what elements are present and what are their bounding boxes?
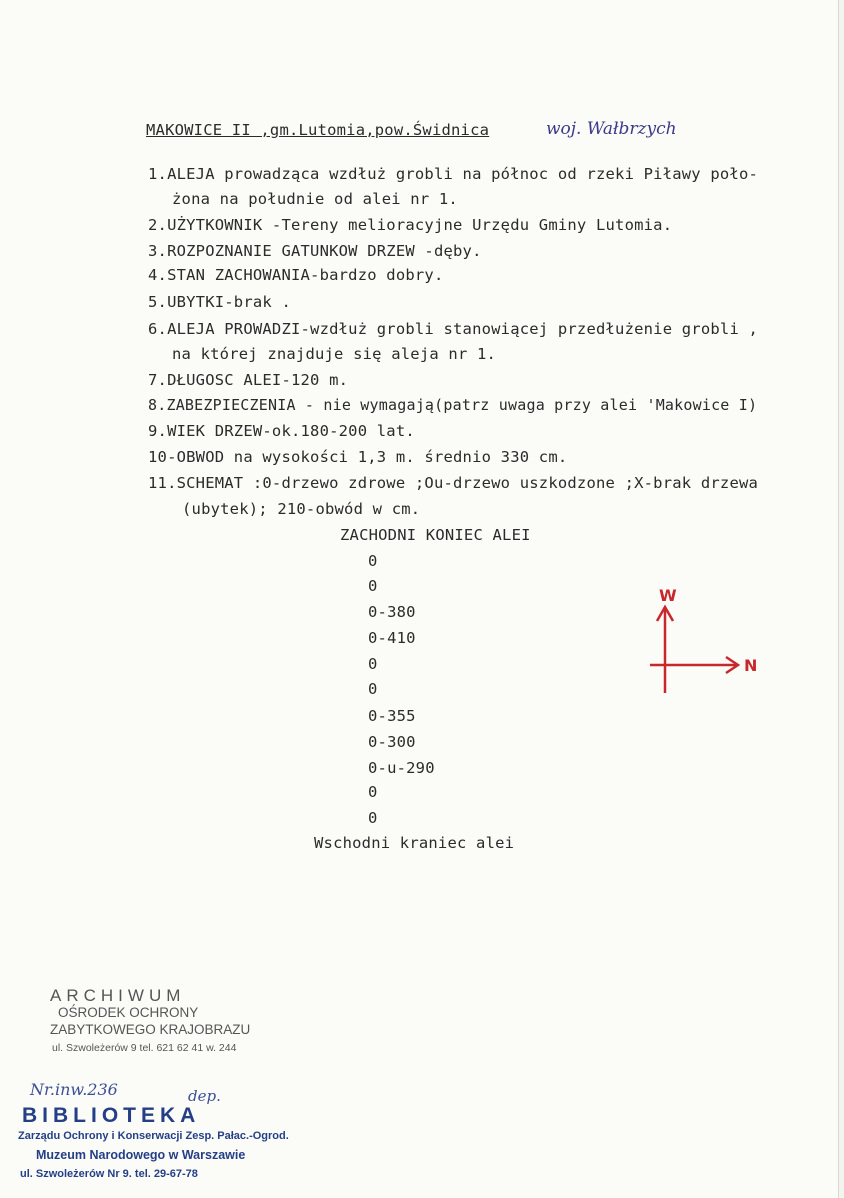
handwritten-inventory-number: Nr.inw.236: [30, 1080, 118, 1099]
list-item: 10-OBWOD na wysokości 1,3 m. średnio 330 cm.: [148, 448, 568, 466]
list-item: 9.WIEK DRZEW-ok.180-200 lat.: [148, 422, 415, 440]
library-stamp-line: Zarządu Ochrony i Konserwacji Zesp. Pałac.-Ogrod.: [18, 1130, 289, 1142]
list-item: 5.UBYTKI-brak .: [148, 293, 291, 311]
tree-entry: 0-355: [368, 707, 416, 725]
compass-north-label: N: [744, 656, 758, 675]
list-item: 8.ZABEZPIECZENIA - nie wymagają(patrz uwaga przy alei 'Makowice I): [148, 396, 758, 414]
handwritten-dep-note: dep.: [188, 1087, 221, 1105]
archive-stamp-title: ARCHIWUM: [50, 986, 186, 1005]
schema-top-label: ZACHODNI KONIEC ALEI: [340, 526, 531, 544]
archive-stamp-address: ul. Szwoleżerów 9 tel. 621 62 41 w. 244: [52, 1042, 237, 1054]
list-item: 6.ALEJA PROWADZI-wzdłuż grobli stanowiącej przedłużenie grobli ,: [148, 320, 759, 338]
library-stamp-title: BIBLIOTEKA: [22, 1104, 201, 1127]
library-stamp-line: Muzeum Narodowego w Warszawie: [36, 1148, 246, 1162]
tree-entry: 0-300: [368, 733, 416, 751]
archive-stamp-line: OŚRODEK OCHRONY: [58, 1005, 199, 1020]
list-item: na której znajduje się aleja nr 1.: [172, 345, 497, 363]
compass-west-label: W: [659, 586, 677, 605]
list-item: 1.ALEJA prowadząca wzdłuż grobli na północ od rzeki Piławy poło-: [148, 165, 759, 183]
tree-entry: 0-410: [368, 629, 416, 647]
tree-entry: 0: [368, 552, 378, 570]
tree-entry: 0: [368, 655, 378, 673]
tree-entry: 0: [368, 809, 378, 827]
list-item: 2.UŻYTKOWNIK -Tereny melioracyjne Urzędu Gminy Lutomia.: [148, 216, 673, 234]
tree-entry: 0: [368, 577, 378, 595]
list-item: 11.SCHEMAT :0-drzewo zdrowe ;Ou-drzewo uszkodzone ;X-brak drzewa: [148, 474, 759, 492]
tree-entry: 0: [368, 783, 378, 801]
list-item: 4.STAN ZACHOWANIA-bardzo dobry.: [148, 266, 444, 284]
tree-entry: 0: [368, 680, 378, 698]
schema-bottom-label: Wschodni kraniec alei: [314, 834, 515, 852]
compass-arrows-icon: [640, 585, 780, 700]
list-item: 3.ROZPOZNANIE GATUNKOW DRZEW -dęby.: [148, 242, 482, 260]
library-stamp-address: ul. Szwoleżerów Nr 9. tel. 29-67-78: [20, 1168, 198, 1180]
tree-entry: 0-u-290: [368, 759, 435, 777]
list-item: żona na południe od alei nr 1.: [172, 190, 458, 208]
list-item: 7.DŁUGOSC ALEI-120 m.: [148, 371, 349, 389]
archive-stamp-line: ZABYTKOWEGO KRAJOBRAZU: [50, 1022, 251, 1037]
document-title: MAKOWICE II ,gm.Lutomia,pow.Świdnica: [146, 121, 490, 139]
list-item: (ubytek); 210-obwód w cm.: [182, 500, 421, 518]
handwritten-region-note: woj. Wałbrzych: [546, 119, 677, 139]
tree-entry: 0-380: [368, 603, 416, 621]
